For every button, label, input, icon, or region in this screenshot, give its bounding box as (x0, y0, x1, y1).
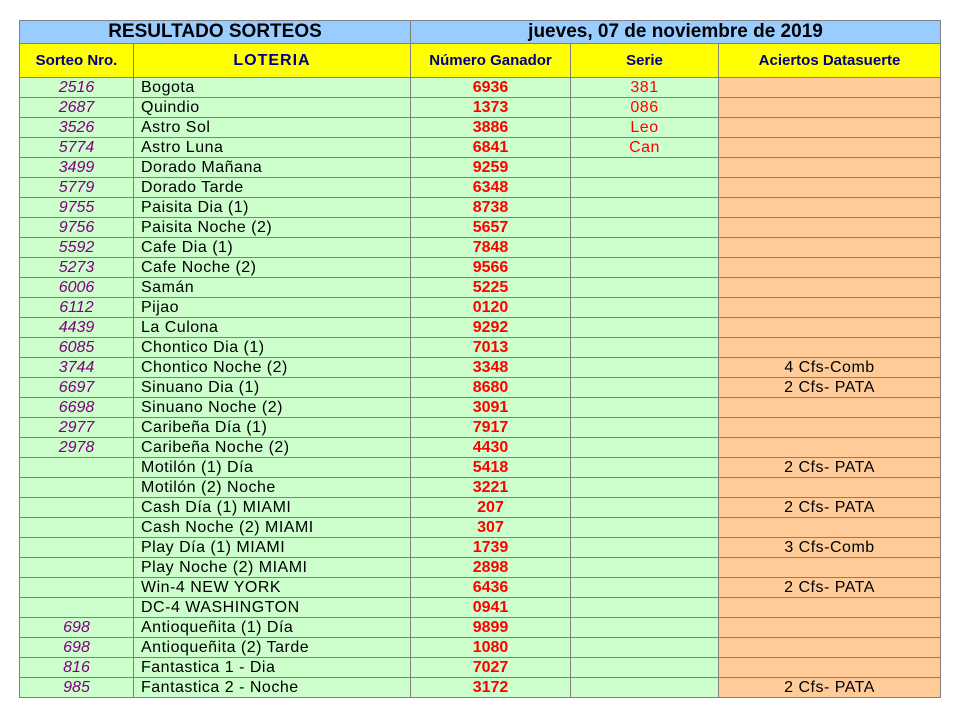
cell-aciertos (719, 238, 941, 258)
table-row (20, 678, 941, 698)
cell-sorteo: 3499 (20, 158, 134, 178)
cell-sorteo (20, 518, 134, 538)
header-row (20, 44, 941, 78)
table-row (20, 258, 941, 278)
results-table (19, 20, 941, 698)
cell-serie (571, 638, 719, 658)
cell-sorteo: 816 (20, 658, 134, 678)
cell-sorteo: 6112 (20, 298, 134, 318)
cell-loteria: Fantastica 1 - Dia (134, 658, 411, 678)
cell-serie: Can (571, 138, 719, 158)
cell-loteria: Chontico Dia (1) (134, 338, 411, 358)
cell-sorteo (20, 458, 134, 478)
table-row (20, 638, 941, 658)
cell-sorteo: 4439 (20, 318, 134, 338)
table-row (20, 478, 941, 498)
table-row (20, 318, 941, 338)
table-row (20, 398, 941, 418)
cell-aciertos (719, 398, 941, 418)
table-row (20, 538, 941, 558)
cell-serie (571, 578, 719, 598)
report-title: RESULTADO SORTEOS (20, 21, 411, 44)
table-row (20, 418, 941, 438)
table-row (20, 378, 941, 398)
cell-serie (571, 618, 719, 638)
cell-numero: 1739 (411, 538, 571, 558)
cell-loteria: Sinuano Dia (1) (134, 378, 411, 398)
cell-sorteo (20, 498, 134, 518)
cell-serie (571, 198, 719, 218)
cell-aciertos (719, 318, 941, 338)
cell-aciertos (719, 618, 941, 638)
cell-serie (571, 478, 719, 498)
cell-serie: Leo (571, 118, 719, 138)
cell-numero: 9292 (411, 318, 571, 338)
cell-numero: 7027 (411, 658, 571, 678)
cell-aciertos (719, 518, 941, 538)
table-row (20, 218, 941, 238)
cell-serie (571, 498, 719, 518)
cell-loteria: Samán (134, 278, 411, 298)
cell-numero: 9566 (411, 258, 571, 278)
cell-aciertos: 2 Cfs- PATA (719, 678, 941, 698)
cell-loteria: Caribeña Día (1) (134, 418, 411, 438)
col-header-aciertos: Aciertos Datasuerte (719, 44, 941, 78)
cell-numero: 307 (411, 518, 571, 538)
cell-serie (571, 378, 719, 398)
cell-numero: 3221 (411, 478, 571, 498)
cell-aciertos (719, 478, 941, 498)
cell-sorteo (20, 478, 134, 498)
cell-aciertos (719, 178, 941, 198)
cell-aciertos (719, 78, 941, 98)
table-row (20, 178, 941, 198)
cell-serie (571, 438, 719, 458)
cell-loteria: Dorado Mañana (134, 158, 411, 178)
col-header-loteria: LOTERIA (134, 44, 411, 78)
cell-numero: 3091 (411, 398, 571, 418)
cell-sorteo: 698 (20, 618, 134, 638)
cell-aciertos (719, 658, 941, 678)
cell-aciertos: 2 Cfs- PATA (719, 378, 941, 398)
cell-serie (571, 598, 719, 618)
cell-loteria: Antioqueñita (1) Día (134, 618, 411, 638)
cell-serie (571, 318, 719, 338)
cell-sorteo: 5779 (20, 178, 134, 198)
cell-sorteo: 3526 (20, 118, 134, 138)
cell-sorteo: 6085 (20, 338, 134, 358)
cell-loteria: Pijao (134, 298, 411, 318)
cell-sorteo: 2977 (20, 418, 134, 438)
cell-loteria: Fantastica 2 - Noche (134, 678, 411, 698)
cell-numero: 5657 (411, 218, 571, 238)
cell-loteria: Motilón (1) Día (134, 458, 411, 478)
cell-numero: 6436 (411, 578, 571, 598)
cell-aciertos: 2 Cfs- PATA (719, 498, 941, 518)
cell-loteria: Chontico Noche (2) (134, 358, 411, 378)
cell-sorteo: 6006 (20, 278, 134, 298)
cell-serie (571, 298, 719, 318)
title-row (20, 21, 941, 44)
cell-sorteo: 5592 (20, 238, 134, 258)
table-row (20, 558, 941, 578)
cell-serie (571, 418, 719, 438)
cell-serie (571, 678, 719, 698)
cell-aciertos (719, 278, 941, 298)
cell-numero: 1080 (411, 638, 571, 658)
cell-aciertos: 2 Cfs- PATA (719, 578, 941, 598)
cell-numero: 6348 (411, 178, 571, 198)
cell-numero: 6936 (411, 78, 571, 98)
cell-sorteo: 2516 (20, 78, 134, 98)
cell-sorteo (20, 578, 134, 598)
cell-aciertos (719, 418, 941, 438)
table-row (20, 498, 941, 518)
cell-sorteo: 3744 (20, 358, 134, 378)
cell-sorteo: 6697 (20, 378, 134, 398)
cell-sorteo: 2978 (20, 438, 134, 458)
cell-numero: 8738 (411, 198, 571, 218)
cell-numero: 9259 (411, 158, 571, 178)
cell-loteria: Cash Noche (2) MIAMI (134, 518, 411, 538)
cell-aciertos (719, 198, 941, 218)
cell-numero: 4430 (411, 438, 571, 458)
cell-loteria: Win-4 NEW YORK (134, 578, 411, 598)
table-row (20, 338, 941, 358)
cell-sorteo (20, 558, 134, 578)
cell-aciertos: 4 Cfs-Comb (719, 358, 941, 378)
cell-numero: 5418 (411, 458, 571, 478)
cell-numero: 0941 (411, 598, 571, 618)
cell-sorteo: 5273 (20, 258, 134, 278)
cell-loteria: La Culona (134, 318, 411, 338)
cell-aciertos (719, 438, 941, 458)
cell-aciertos (719, 338, 941, 358)
cell-serie (571, 538, 719, 558)
cell-aciertos (719, 258, 941, 278)
cell-numero: 6841 (411, 138, 571, 158)
table-row (20, 658, 941, 678)
cell-numero: 1373 (411, 98, 571, 118)
table-row (20, 618, 941, 638)
table-row (20, 458, 941, 478)
cell-loteria: Sinuano Noche (2) (134, 398, 411, 418)
cell-loteria: Play Noche (2) MIAMI (134, 558, 411, 578)
cell-loteria: DC-4 WASHINGTON (134, 598, 411, 618)
cell-numero: 207 (411, 498, 571, 518)
cell-numero: 0120 (411, 298, 571, 318)
cell-serie (571, 398, 719, 418)
cell-loteria: Motilón (2) Noche (134, 478, 411, 498)
col-header-numero: Número Ganador (411, 44, 571, 78)
cell-aciertos (719, 558, 941, 578)
cell-serie (571, 658, 719, 678)
cell-sorteo: 698 (20, 638, 134, 658)
cell-sorteo: 9756 (20, 218, 134, 238)
cell-serie (571, 518, 719, 538)
report-date: jueves, 07 de noviembre de 2019 (411, 21, 941, 44)
cell-aciertos: 3 Cfs-Comb (719, 538, 941, 558)
cell-numero: 3886 (411, 118, 571, 138)
cell-serie (571, 358, 719, 378)
cell-loteria: Paisita Dia (1) (134, 198, 411, 218)
table-row (20, 78, 941, 98)
table-row (20, 518, 941, 538)
cell-serie (571, 558, 719, 578)
table-row (20, 578, 941, 598)
cell-serie (571, 258, 719, 278)
cell-loteria: Paisita Noche (2) (134, 218, 411, 238)
cell-aciertos (719, 98, 941, 118)
cell-numero: 9899 (411, 618, 571, 638)
cell-sorteo: 5774 (20, 138, 134, 158)
cell-numero: 5225 (411, 278, 571, 298)
cell-numero: 3172 (411, 678, 571, 698)
cell-loteria: Antioqueñita (2) Tarde (134, 638, 411, 658)
col-header-serie: Serie (571, 44, 719, 78)
cell-loteria: Cafe Noche (2) (134, 258, 411, 278)
cell-aciertos: 2 Cfs- PATA (719, 458, 941, 478)
table-row (20, 118, 941, 138)
cell-serie (571, 238, 719, 258)
cell-serie (571, 158, 719, 178)
cell-loteria: Cafe Dia (1) (134, 238, 411, 258)
cell-sorteo: 6698 (20, 398, 134, 418)
table-row (20, 98, 941, 118)
cell-sorteo (20, 538, 134, 558)
table-row (20, 158, 941, 178)
col-header-sorteo: Sorteo Nro. (20, 44, 134, 78)
cell-loteria: Caribeña Noche (2) (134, 438, 411, 458)
cell-aciertos (719, 298, 941, 318)
cell-serie (571, 218, 719, 238)
cell-serie (571, 338, 719, 358)
cell-aciertos (719, 118, 941, 138)
cell-aciertos (719, 638, 941, 658)
table-row (20, 438, 941, 458)
cell-loteria: Quindio (134, 98, 411, 118)
cell-serie: 381 (571, 78, 719, 98)
table-row (20, 358, 941, 378)
table-row (20, 278, 941, 298)
table-row (20, 598, 941, 618)
cell-loteria: Dorado Tarde (134, 178, 411, 198)
table-row (20, 298, 941, 318)
cell-loteria: Astro Luna (134, 138, 411, 158)
cell-aciertos (719, 158, 941, 178)
cell-numero: 7917 (411, 418, 571, 438)
cell-loteria: Play Día (1) MIAMI (134, 538, 411, 558)
cell-numero: 8680 (411, 378, 571, 398)
cell-sorteo (20, 598, 134, 618)
cell-aciertos (719, 218, 941, 238)
cell-sorteo: 9755 (20, 198, 134, 218)
table-row (20, 198, 941, 218)
cell-serie (571, 458, 719, 478)
cell-numero: 3348 (411, 358, 571, 378)
cell-serie (571, 178, 719, 198)
cell-sorteo: 2687 (20, 98, 134, 118)
cell-aciertos (719, 138, 941, 158)
cell-loteria: Astro Sol (134, 118, 411, 138)
cell-serie: 086 (571, 98, 719, 118)
cell-aciertos (719, 598, 941, 618)
cell-loteria: Bogota (134, 78, 411, 98)
table-row (20, 138, 941, 158)
cell-sorteo: 985 (20, 678, 134, 698)
cell-numero: 7848 (411, 238, 571, 258)
cell-numero: 2898 (411, 558, 571, 578)
table-row (20, 238, 941, 258)
cell-numero: 7013 (411, 338, 571, 358)
cell-serie (571, 278, 719, 298)
cell-loteria: Cash Día (1) MIAMI (134, 498, 411, 518)
